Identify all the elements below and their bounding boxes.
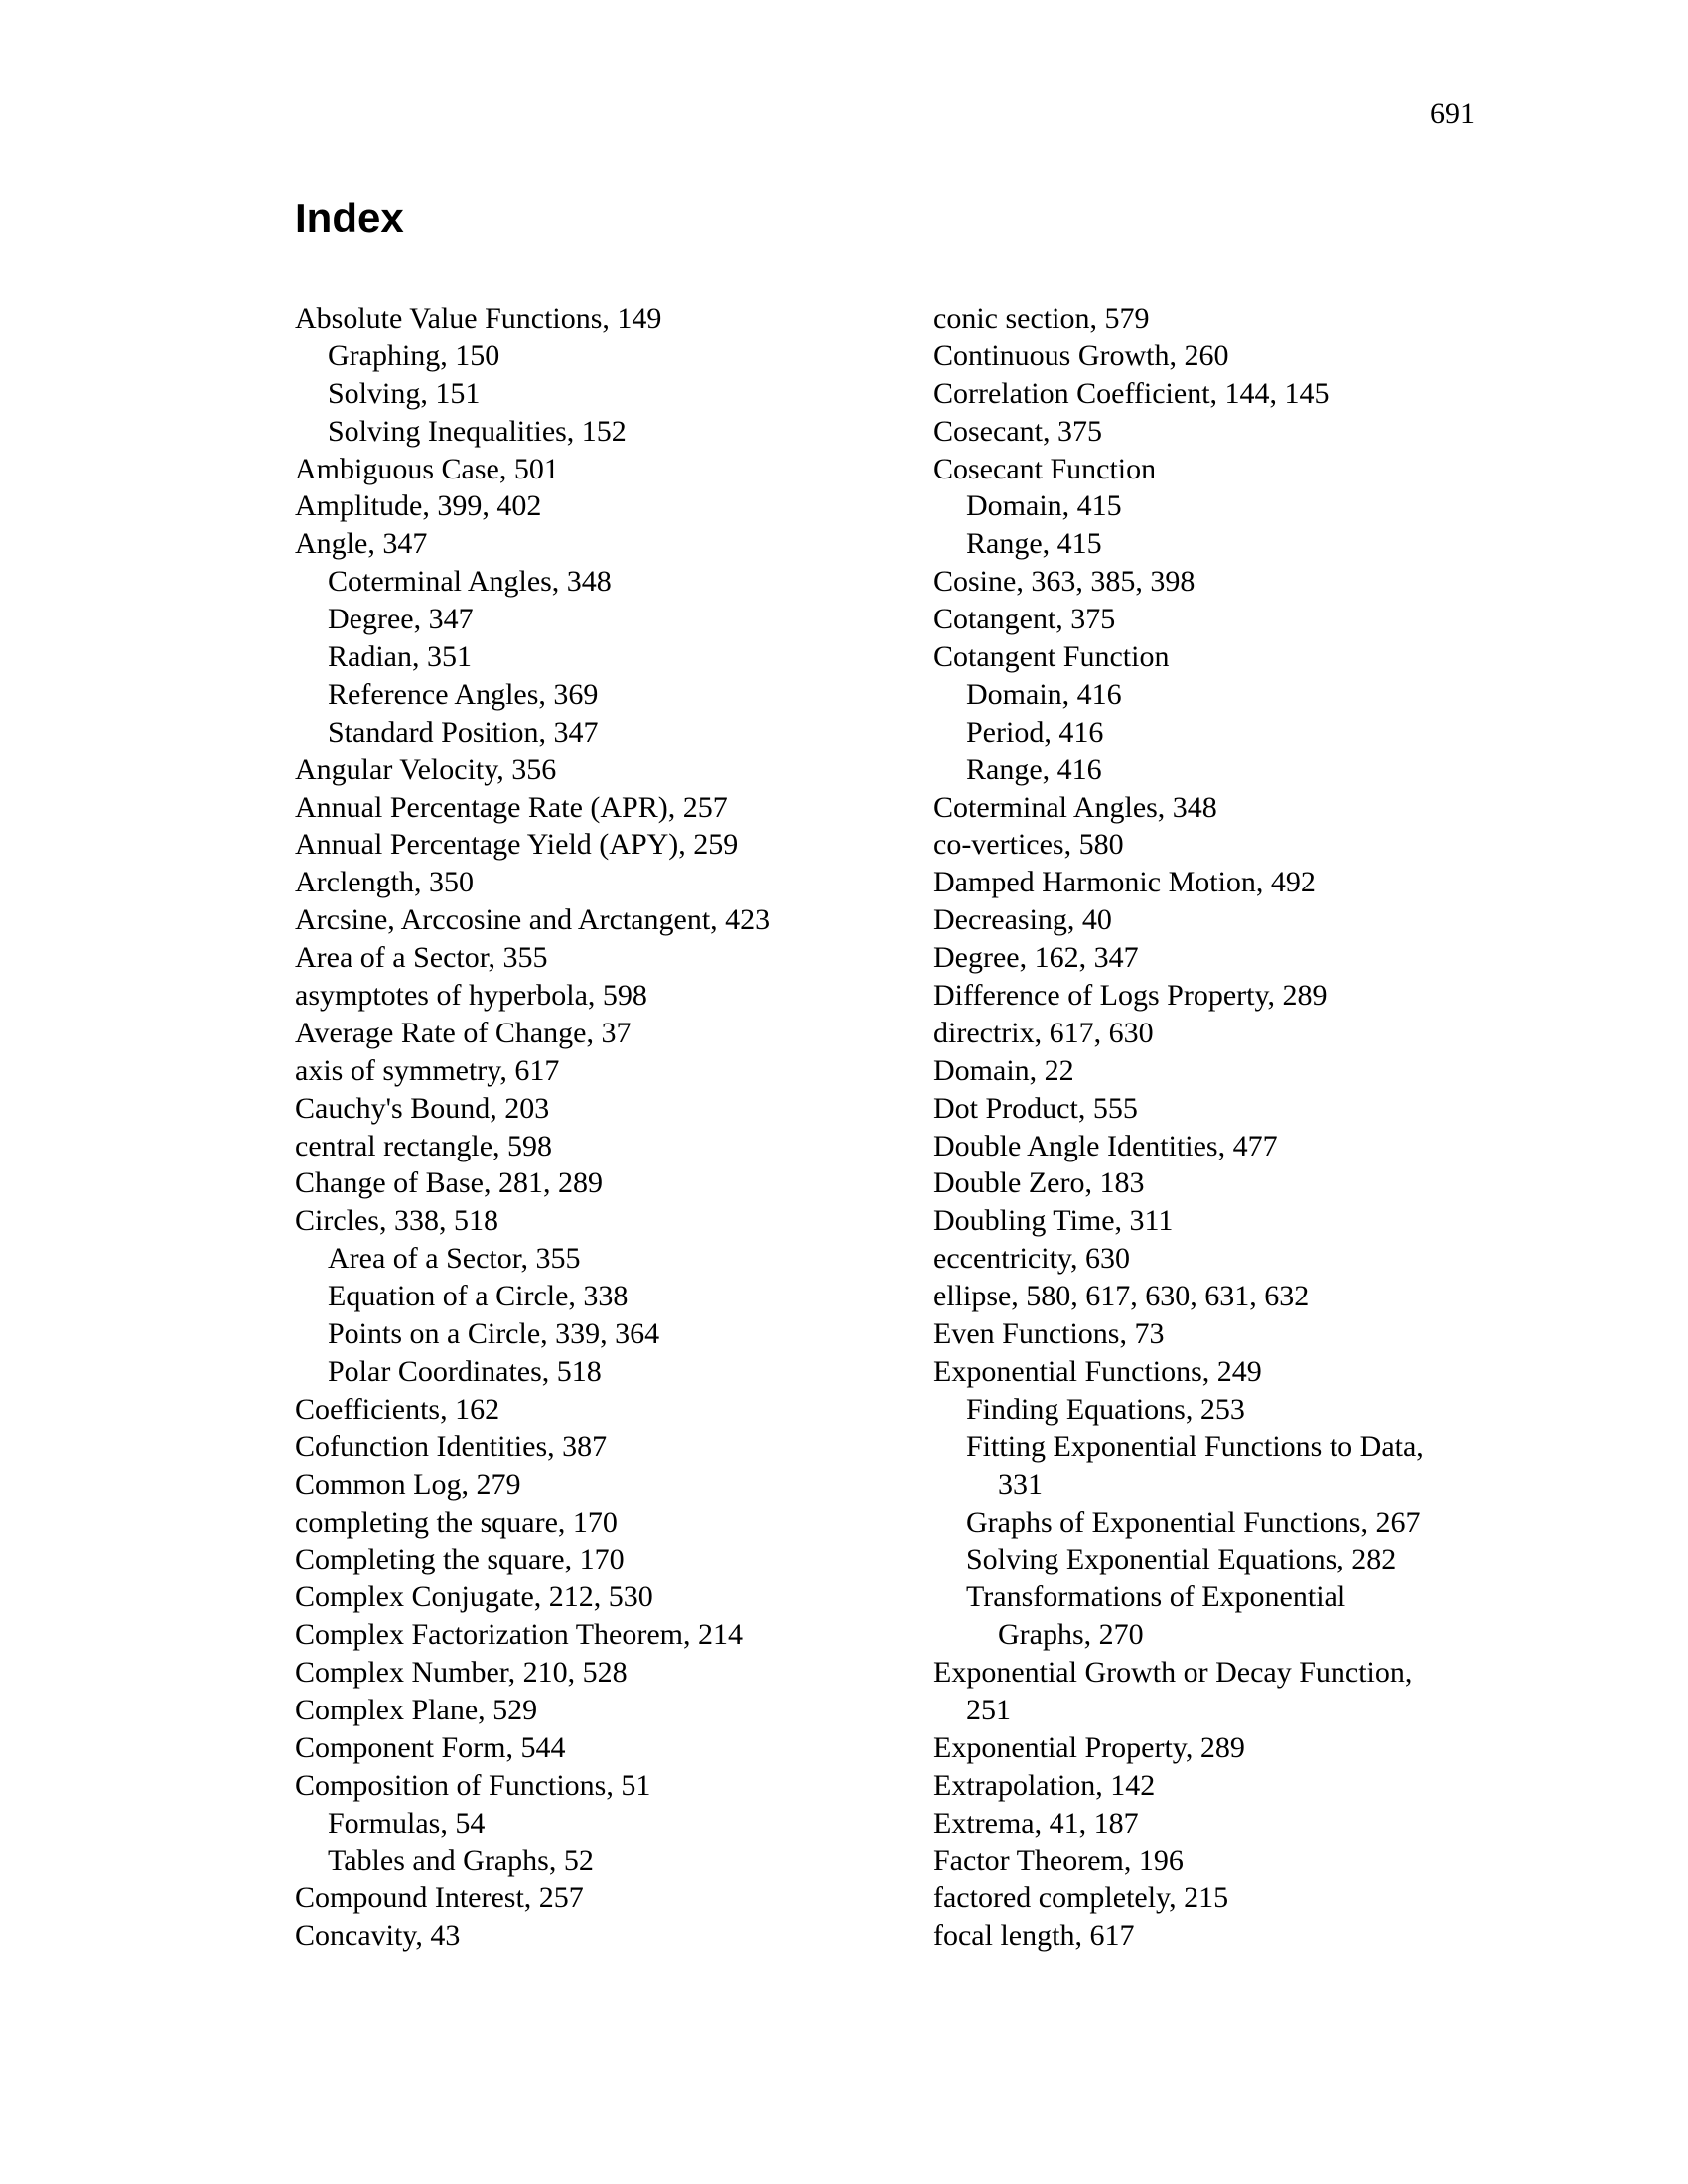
index-entry: Cosine, 363, 385, 398 (933, 565, 1196, 599)
index-entry: Decreasing, 40 (933, 903, 1112, 937)
index-subentry: 251 (966, 1693, 1011, 1726)
index-entry: Complex Factorization Theorem, 214 (295, 1618, 744, 1652)
index-subentry: Range, 416 (966, 752, 1102, 786)
index-subentry: Tables and Graphs, 52 (328, 1843, 594, 1877)
index-entry: Coterminal Angles, 348 (933, 790, 1217, 824)
index-entry: eccentricity, 630 (933, 1242, 1130, 1276)
index-entry: Angular Velocity, 356 (295, 752, 557, 786)
index-entry: Difference of Logs Property, 289 (933, 979, 1328, 1013)
index-entry: Domain, 22 (933, 1053, 1074, 1087)
index-entry: Change of Base, 281, 289 (295, 1166, 603, 1200)
index-subentry: Finding Equations, 253 (966, 1392, 1245, 1426)
index-subentry: Equation of a Circle, 338 (328, 1280, 629, 1313)
index-entry: Annual Percentage Yield (APY), 259 (295, 828, 739, 862)
index-entry: Amplitude, 399, 402 (295, 489, 542, 523)
index-subentry: Range, 415 (966, 527, 1102, 561)
index-entry: Cosecant, 375 (933, 414, 1102, 448)
index-subentry: Transformations of Exponential (966, 1580, 1346, 1614)
index-entry: asymptotes of hyperbola, 598 (295, 979, 647, 1013)
index-entry: axis of symmetry, 617 (295, 1053, 560, 1087)
index-entry: conic section, 579 (933, 302, 1150, 335)
index-subentry: Solving Inequalities, 152 (328, 414, 627, 448)
index-entry: Exponential Property, 289 (933, 1730, 1245, 1764)
index-column-right (933, 300, 1424, 1955)
index-entry: Component Form, 544 (295, 1730, 566, 1764)
index-subentry: Degree, 347 (328, 603, 474, 636)
index-entry: Absolute Value Functions, 149 (295, 302, 662, 335)
index-entry: Cosecant Function (933, 452, 1157, 485)
index-subentry: Solving Exponential Equations, 282 (966, 1543, 1397, 1576)
index-entry: Cauchy's Bound, 203 (295, 1091, 550, 1125)
index-subentry: Domain, 416 (966, 677, 1122, 711)
index-entry: Continuous Growth, 260 (933, 339, 1229, 372)
index-entry: Arclength, 350 (295, 866, 474, 899)
index-subentry: Polar Coordinates, 518 (328, 1354, 602, 1388)
index-subentry: Points on a Circle, 339, 364 (328, 1317, 660, 1351)
index-subentry: Domain, 415 (966, 489, 1122, 523)
index-entry: co-vertices, 580 (933, 828, 1124, 862)
index-entry: Cofunction Identities, 387 (295, 1430, 608, 1463)
index-entry: Area of a Sector, 355 (295, 941, 548, 975)
index-entry: Composition of Functions, 51 (295, 1768, 651, 1802)
index-subentry: Reference Angles, 369 (328, 677, 599, 711)
index-subentry: Fitting Exponential Functions to Data, (966, 1430, 1424, 1463)
index-subentry: Radian, 351 (328, 640, 472, 674)
index-subentry: Period, 416 (966, 715, 1104, 749)
index-entry: Exponential Growth or Decay Function, (933, 1656, 1413, 1690)
index-entry: Common Log, 279 (295, 1467, 521, 1501)
index-entry: Double Zero, 183 (933, 1166, 1145, 1200)
index-entry: Cotangent, 375 (933, 603, 1116, 636)
index-column-left (295, 300, 770, 1955)
index-entry: ellipse, 580, 617, 630, 631, 632 (933, 1280, 1310, 1313)
index-entry: Exponential Functions, 249 (933, 1354, 1262, 1388)
index-subentry: Coterminal Angles, 348 (328, 565, 612, 599)
index-subentry: 331 (998, 1467, 1043, 1501)
index-entry: Annual Percentage Rate (APR), 257 (295, 790, 728, 824)
index-entry: Complex Plane, 529 (295, 1693, 538, 1726)
index-entry: Complex Number, 210, 528 (295, 1656, 628, 1690)
index-entry: Extrapolation, 142 (933, 1768, 1156, 1802)
index-subentry: Graphs, 270 (998, 1618, 1144, 1652)
index-entry: Factor Theorem, 196 (933, 1843, 1184, 1877)
index-subentry: Graphs of Exponential Functions, 267 (966, 1505, 1421, 1539)
index-entry: Dot Product, 555 (933, 1091, 1138, 1125)
index-entry: Correlation Coefficient, 144, 145 (933, 376, 1330, 410)
index-entry: Damped Harmonic Motion, 492 (933, 866, 1316, 899)
index-entry: Degree, 162, 347 (933, 941, 1139, 975)
index-entry: Double Angle Identities, 477 (933, 1129, 1278, 1162)
index-entry: Even Functions, 73 (933, 1317, 1165, 1351)
index-entry: Compound Interest, 257 (295, 1881, 584, 1915)
index-entry: focal length, 617 (933, 1919, 1135, 1953)
index-entry: Cotangent Function (933, 640, 1170, 674)
index-entry: Concavity, 43 (295, 1919, 461, 1953)
index-subentry: Solving, 151 (328, 376, 481, 410)
index-entry: Completing the square, 170 (295, 1543, 625, 1576)
index-entry: Extrema, 41, 187 (933, 1806, 1139, 1840)
index-subentry: Standard Position, 347 (328, 715, 599, 749)
index-entry: Doubling Time, 311 (933, 1204, 1174, 1238)
index-entry: factored completely, 215 (933, 1881, 1229, 1915)
index-entry: completing the square, 170 (295, 1505, 618, 1539)
index-entry: Angle, 347 (295, 527, 428, 561)
index-entry: Coefficients, 162 (295, 1392, 500, 1426)
index-subentry: Area of a Sector, 355 (328, 1242, 581, 1276)
index-entry: Average Rate of Change, 37 (295, 1016, 632, 1049)
index-entry: Complex Conjugate, 212, 530 (295, 1580, 653, 1614)
index-entry: Circles, 338, 518 (295, 1204, 498, 1238)
index-entry: Arcsine, Arccosine and Arctangent, 423 (295, 903, 771, 937)
index-entry: Ambiguous Case, 501 (295, 452, 559, 485)
page-title: Index (295, 195, 404, 241)
index-subentry: Graphing, 150 (328, 339, 500, 372)
index-entry: directrix, 617, 630 (933, 1016, 1154, 1049)
index-subentry: Formulas, 54 (328, 1806, 486, 1840)
index-entry: central rectangle, 598 (295, 1129, 553, 1162)
page-number: 691 (1430, 97, 1475, 130)
